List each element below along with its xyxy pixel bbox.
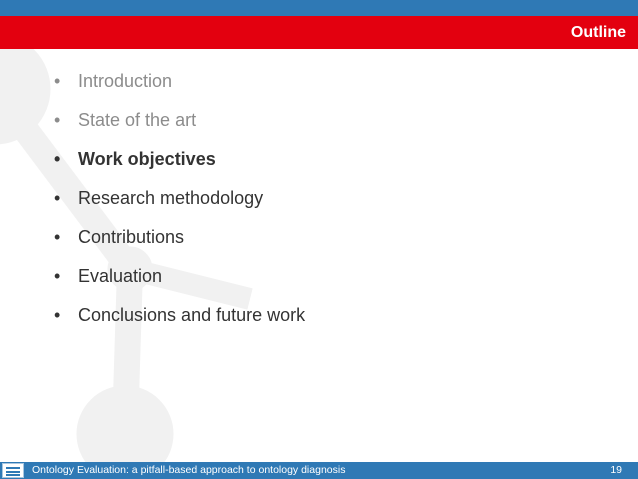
outline-item-research-methodology: [54, 179, 305, 218]
outline-item-work-objectives: [54, 140, 305, 179]
bullet-dot: •: [54, 188, 61, 208]
institution-logo-icon: [2, 463, 24, 478]
footer-presentation-title: Ontology Evaluation: a pitfall-based approach to ontology diagnosis: [32, 464, 346, 476]
outline-item-evaluation: [54, 257, 305, 296]
slide-title: Outline: [570, 24, 626, 41]
outline-item-label: Contributions: [78, 227, 185, 247]
outline-item-conclusions: [54, 296, 305, 335]
outline-item-label: Evaluation: [78, 266, 163, 286]
outline-item-label: Research methodology: [78, 188, 264, 208]
page-number: 19: [610, 464, 622, 476]
bullet-dot: •: [54, 305, 61, 325]
outline-item-label: Work objectives: [78, 149, 216, 169]
outline-item-label: Introduction: [78, 71, 173, 91]
outline-item-label: State of the art: [78, 110, 197, 130]
bullet-dot: •: [54, 227, 61, 247]
top-strip: [0, 0, 638, 16]
bullet-dot: •: [54, 266, 61, 286]
footer-bar: [0, 462, 638, 479]
outline-item-introduction: [54, 62, 305, 101]
outline-list: [54, 62, 305, 335]
outline-item-state-of-the-art: [54, 101, 305, 140]
bullet-dot: •: [54, 149, 61, 169]
outline-item-contributions: [54, 218, 305, 257]
title-bar: [0, 16, 638, 49]
bullet-dot: •: [54, 71, 61, 91]
bullet-dot: •: [54, 110, 61, 130]
outline-item-label: Conclusions and future work: [78, 305, 306, 325]
